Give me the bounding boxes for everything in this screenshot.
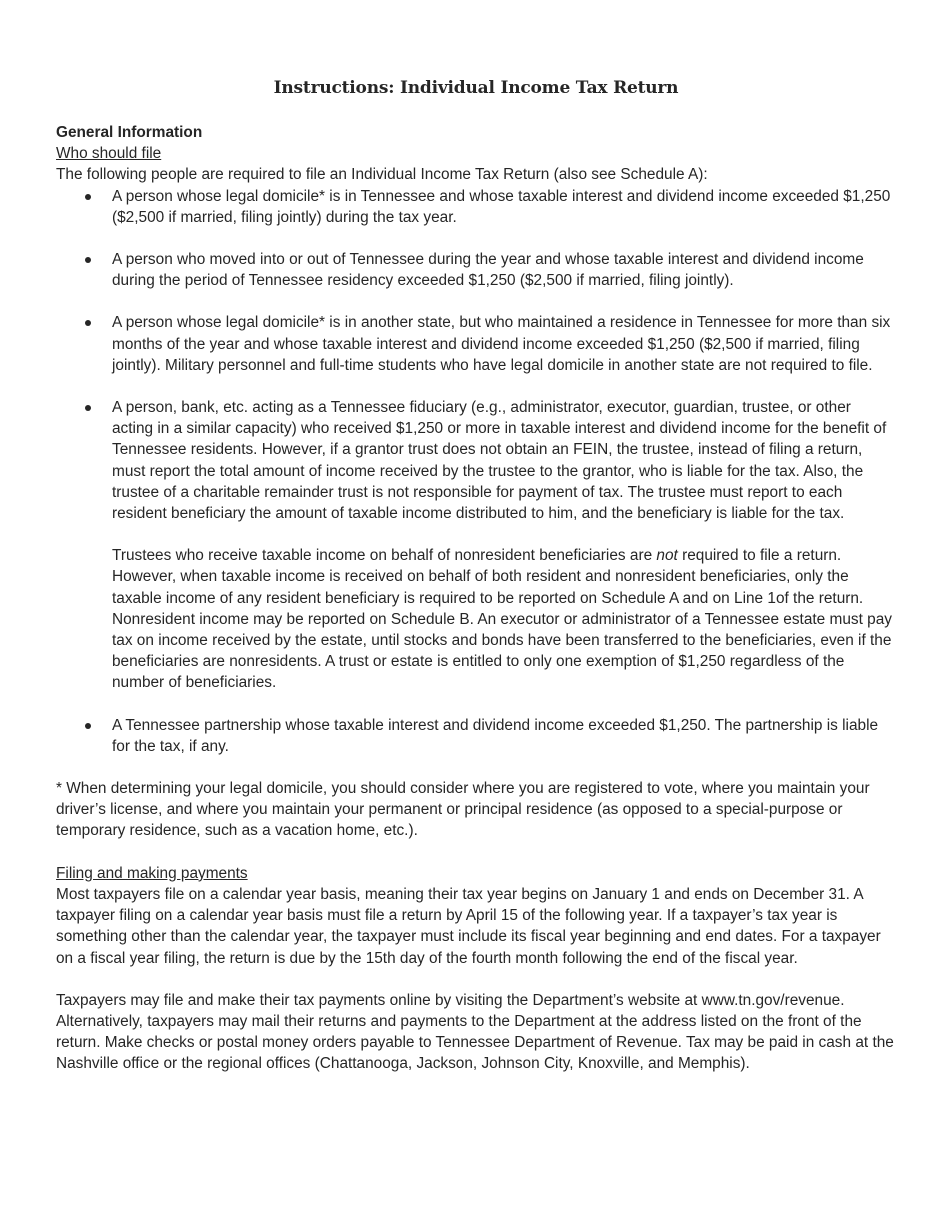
trustees-emphasis: not: [656, 547, 678, 565]
general-information-heading: General Information: [56, 124, 203, 141]
list-item: [56, 312, 896, 376]
document-page: [56, 76, 896, 1075]
list-item-text: A person who moved into or out of Tennessee during the year and whose taxable interest and dividend income during the period of Tennessee residency exceeded $1,250 ($2,500 if married, filing jointly).: [112, 251, 864, 290]
list-item-text: A Tennessee partnership whose taxable interest and dividend income exceeded $1,250. The partnership is liable for the tax, if any.: [112, 716, 879, 755]
filing-payments-heading: Filing and making payments: [56, 864, 248, 882]
filing-paragraph-2: [56, 990, 896, 1075]
spacer: [56, 842, 896, 863]
trustees-text-before: Trustees who receive taxable income on behalf of nonresident beneficiaries are: [112, 547, 657, 565]
who-should-file-heading: Who should file: [56, 145, 162, 163]
page-title: Instructions: Individual Income Tax Return: [273, 78, 679, 98]
filer-list: [56, 186, 896, 757]
filing-paragraph-1: Most taxpayers file on a calendar year basis, meaning their tax year begins on January 1 and ends on December 31. A taxpayer filing on a calendar year basis must file a return by April 15 of the following year. If a taxpayer’s tax year is something other than the calendar year, the taxpayer must include its fiscal year beginning and end dates. For a taxpayer on a fiscal year filing, the return is due by the 15th day of the fourth month following the end of the fiscal year.: [56, 885, 881, 967]
trustees-text-after: required to file a return. However, when taxable income is received on behalf of both resident and nonresident beneficiaries, only the taxable income of any resident beneficiary is required to be reported on Schedule A and on Line 1of the return. Nonresident income may be reported on Schedule B. An executor or administrator of a Tennessee estate must pay tax on income received by the estate, until stocks and bonds have been transferred to the beneficiaries, even if the beneficiaries are nonresidents. A trust or estate is entitled to only one exemption of $1,250 regardless of the number of beneficiaries.: [112, 547, 892, 692]
spacer: [56, 969, 896, 990]
list-item-text: A person whose legal domicile* is in another state, but who maintained a residence in Tennessee for more than six months of the year and whose taxable interest and dividend income exceeded $1,250 ($2,500 if married, filing jointly). Military personnel and full-time students who have legal domicile in another state are not required to file.: [112, 314, 891, 374]
list-item-text: A person, bank, etc. acting as a Tennessee fiduciary (e.g., administrator, executor, guardian, trustee, or other acting in a similar capacity) who received $1,250 or more in taxable interest and dividend income for the benefit of Tennessee residents. However, if a grantor trust does not obtain an FEIN, the trustee, instead of filing a return, must report the total amount of income received by the trustee to the grantor, who is liable for the tax. Also, the trustee of a charitable remainder trust is not responsible for payment of tax. The trustee must report to each resident beneficiary the amount of taxable income distributed to him, and the beneficiary is liable for the tax.: [112, 399, 887, 523]
revenue-website-link[interactable]: www.tn.gov/revenue: [701, 991, 841, 1009]
domicile-footnote: * When determining your legal domicile, you should consider where you are registered to vote, where you maintain your driver’s license, and where you maintain your permanent or principal residence (as opposed to a special-purpose or temporary residence, such as a vacation home, etc.).: [56, 780, 870, 840]
filing-paragraph-2-before: Taxpayers may file and make their tax payments online by visiting the Department’s website at: [56, 991, 702, 1009]
who-should-file-intro: The following people are required to file an Individual Income Tax Return (also see Schedule A):: [56, 166, 708, 184]
list-item: [56, 186, 896, 228]
trustees-paragraph: [112, 545, 896, 693]
list-item: [56, 249, 896, 291]
list-item: [56, 397, 896, 694]
list-item: [56, 715, 896, 757]
list-item-text: A person whose legal domicile* is in Tennessee and whose taxable interest and dividend income exceeded $1,250 ($2,500 if married, filing jointly) during the tax year.: [112, 187, 891, 226]
filing-paragraph-2-after: . Alternatively, taxpayers may mail their returns and payments to the Department at the address listed on the front of the return. Make checks or postal money orders payable to Tennessee Department of Revenue. Tax may be paid in cash at the Nashville office or the regional offices (Chattanooga, Jackson, Johnson City, Knoxville, and Memphis).: [56, 991, 894, 1073]
